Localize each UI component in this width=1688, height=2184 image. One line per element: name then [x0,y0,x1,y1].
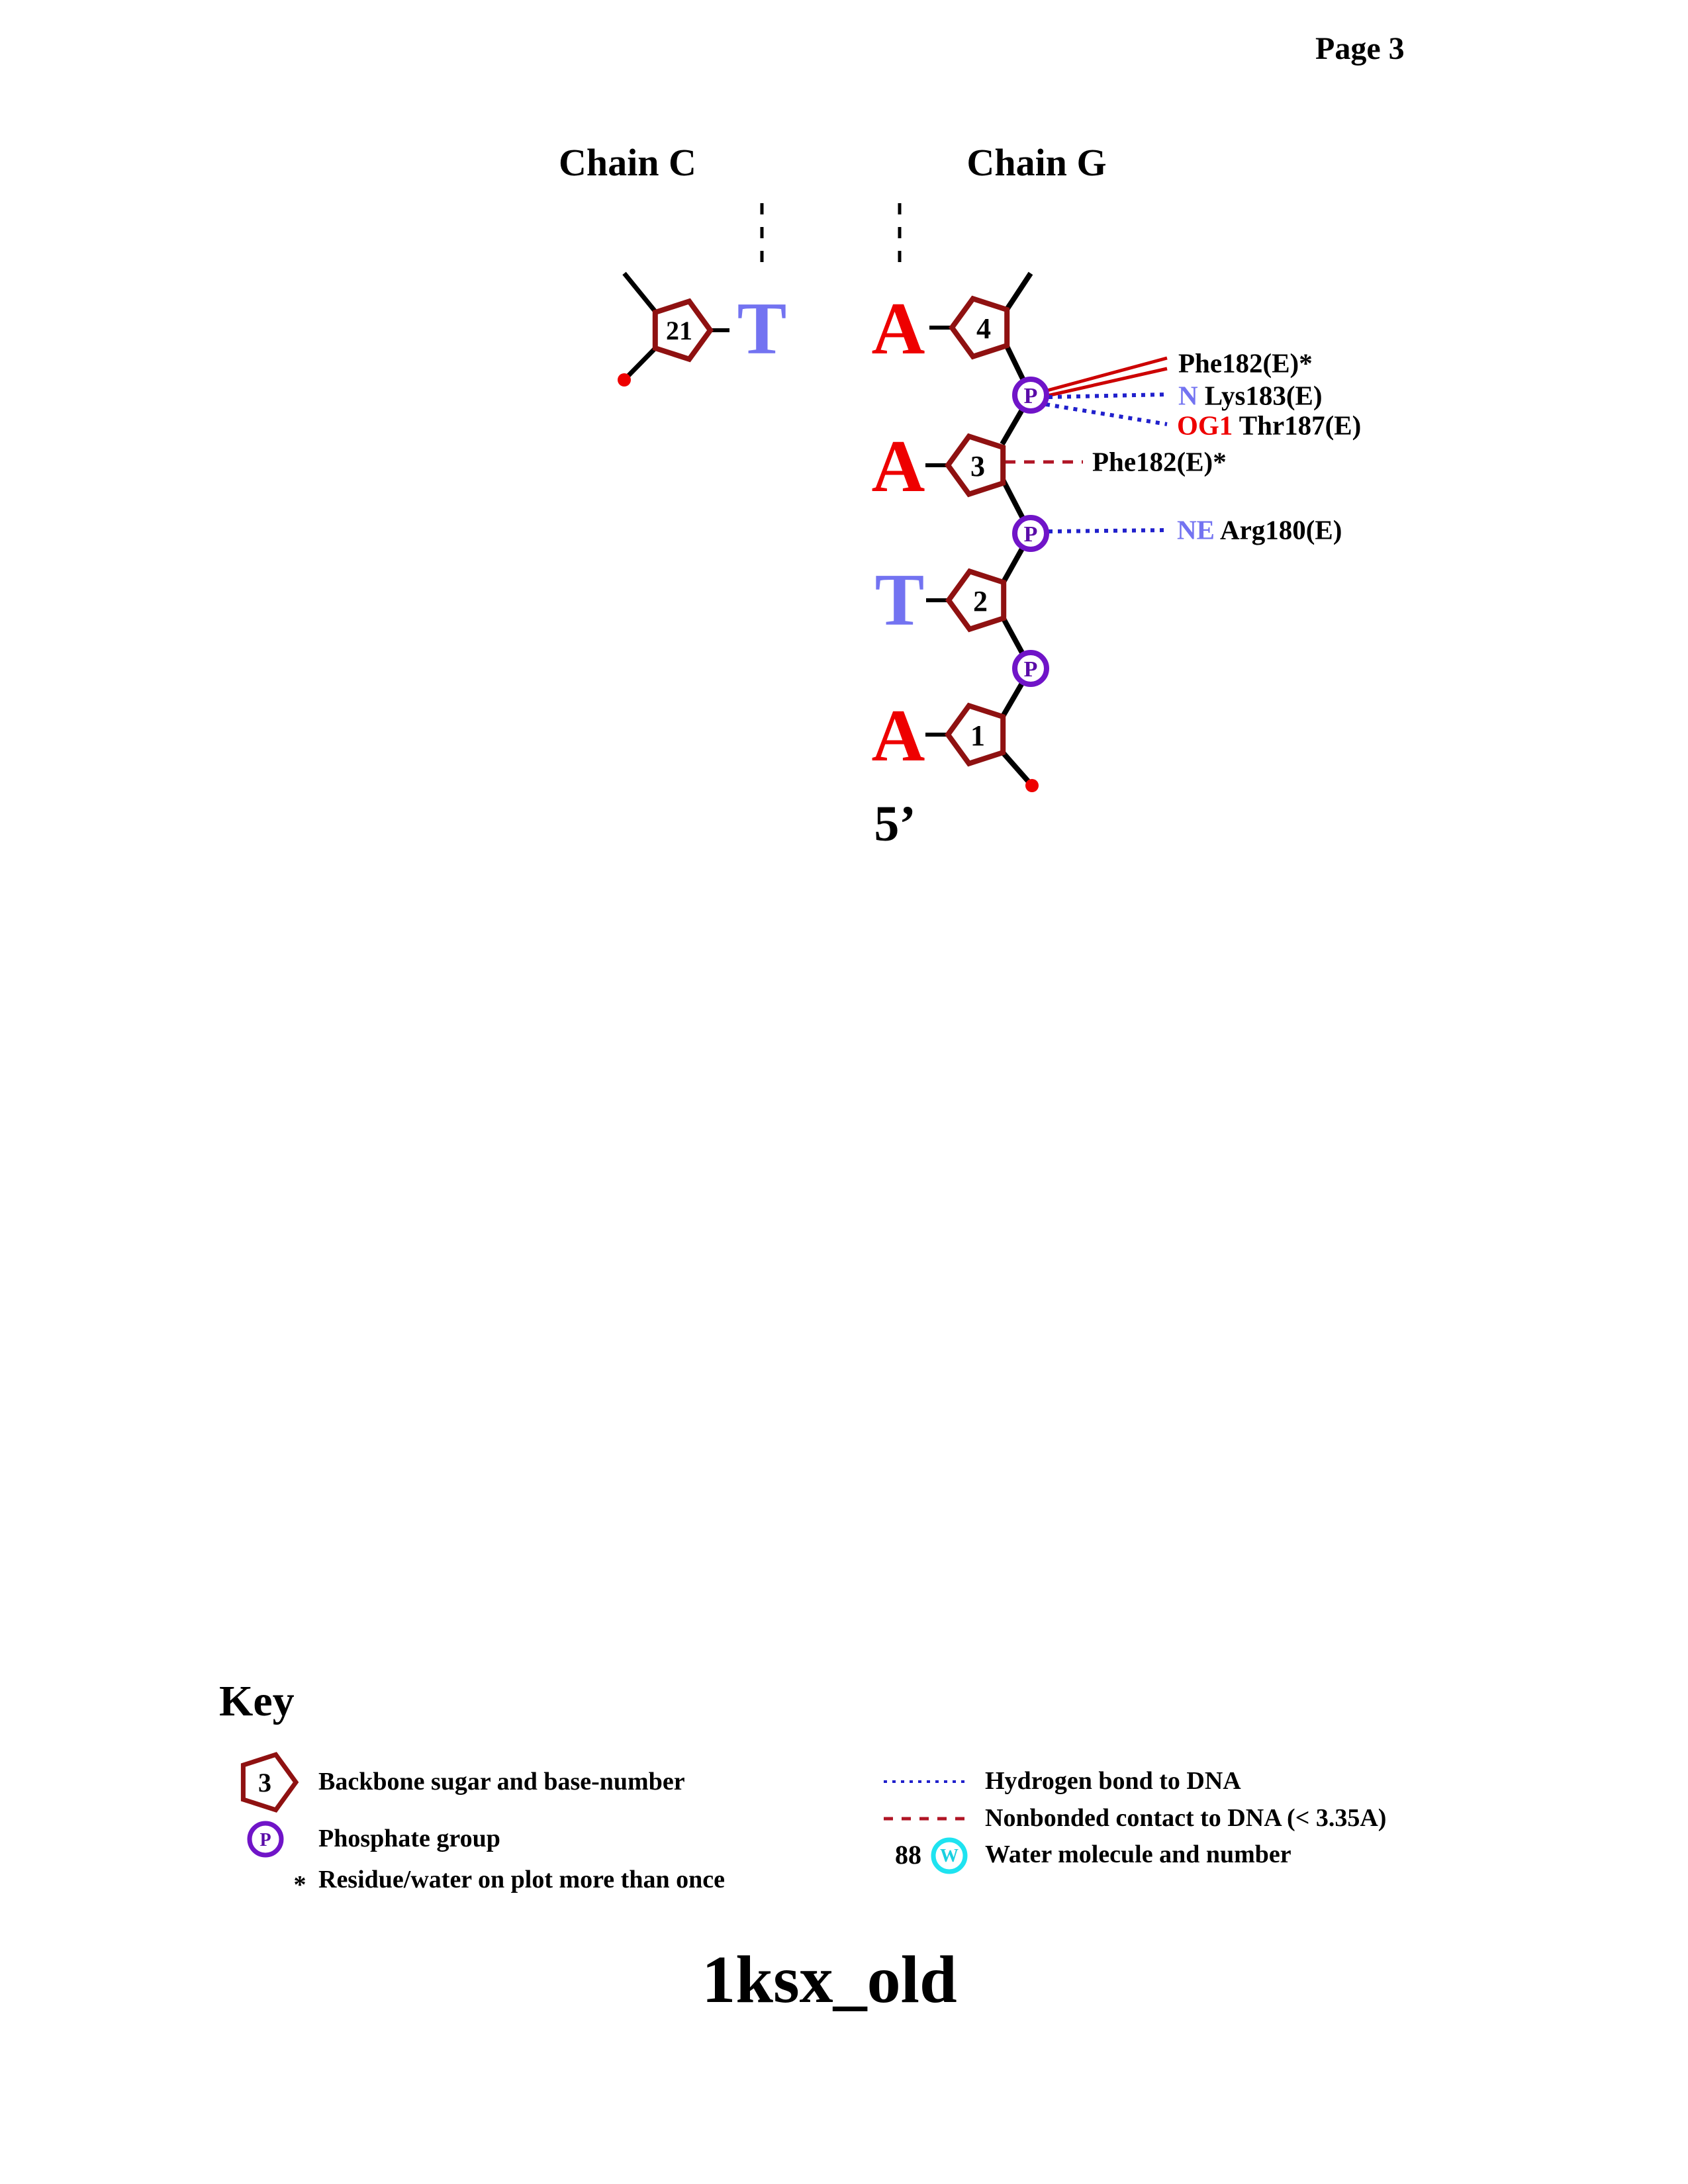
hydrogen-bond-line [1046,404,1167,424]
key-nonbonded-label: Nonbonded contact to DNA (< 3.35A) [985,1804,1387,1833]
atom-name: NE [1177,514,1215,545]
residue-name: Phe182(E)* [1092,446,1227,477]
key-asterisk-label: Residue/water on plot more than once [318,1866,725,1894]
chain-c-header: Chain C [559,141,696,184]
contact-label-phe182-p [1178,347,1313,379]
phosphate-letter: P [1023,522,1038,547]
residue-name: Lys183(E) [1197,380,1323,411]
residue-name: Arg180(E) [1214,514,1342,545]
base-letter-A4: A [871,288,925,370]
plot-title: 1ksx_old [702,1942,957,2017]
contact-label-phe182-sugar [1092,446,1227,477]
key-asterisk: * [293,1871,306,1899]
contact-label-thr187 [1177,412,1361,439]
key-sugar-number: 3 [258,1768,271,1797]
sugar-number-4: 4 [976,312,991,345]
residue-name: Thr187(E) [1233,410,1362,441]
sugar-number-21: 21 [666,316,692,345]
five-prime-label: 5’ [874,796,916,852]
chain-terminus-line [624,347,656,380]
contact-label-arg180 [1177,514,1342,545]
base-letter-A3: A [871,426,925,508]
key-water-number: 88 [895,1840,921,1870]
key-water-letter: W [940,1846,959,1866]
atom-name: OG1 [1177,410,1233,441]
contact-label-lys183 [1178,380,1323,411]
sugar-number-2: 2 [973,585,988,617]
base-letter-T2: T [874,559,925,641]
key-water-label: Water molecule and number [985,1841,1291,1869]
base-letter-T21: T [737,288,787,370]
phosphate-letter: P [1023,384,1038,408]
key-phosphate-label: Phosphate group [318,1825,500,1853]
chain-g-header: Chain G [966,141,1107,184]
chain-continuation-line [624,273,656,312]
phosphate-letter: P [1023,657,1038,682]
chain-terminus-dot-icon [618,373,631,387]
sugar-number-1: 1 [970,719,985,752]
key-heading: Key [219,1677,295,1725]
chain-continuation-line [1006,273,1031,310]
residue-name: Phe182(E)* [1178,347,1313,379]
chain-terminus-line [1002,752,1032,786]
key-phosphate-letter: P [259,1830,271,1850]
chain-terminus-dot-icon [1025,779,1039,792]
hydrogen-bond-line [1049,394,1166,397]
key-hbond-label: Hydrogen bond to DNA [985,1767,1241,1796]
page-number-label: Page 3 [1315,31,1405,66]
base-letter-A1: A [871,695,925,777]
hydrogen-bond-line [1049,530,1166,531]
sugar-number-3: 3 [970,450,985,482]
key-sugar-label: Backbone sugar and base-number [318,1768,685,1796]
atom-name: N [1178,380,1198,411]
